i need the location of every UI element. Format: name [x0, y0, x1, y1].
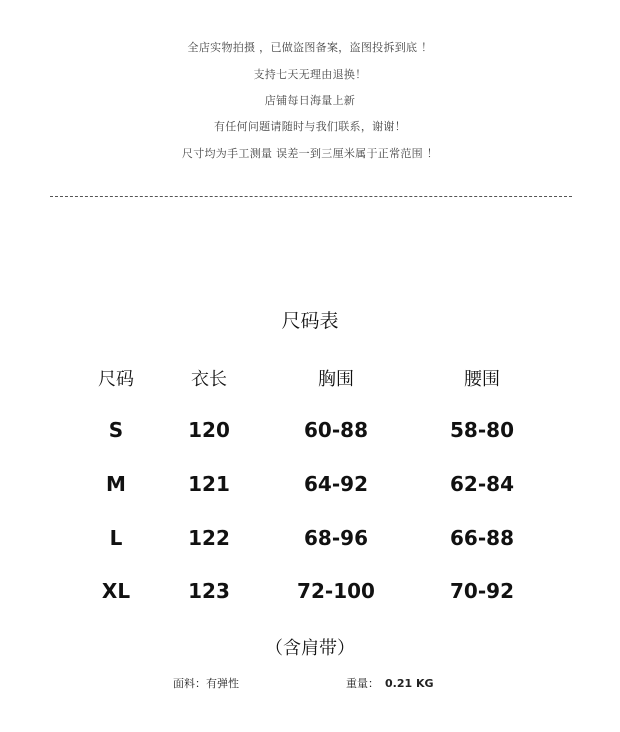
header-bust: 胸围	[318, 369, 354, 390]
cell-length: 121	[188, 472, 230, 496]
header-size: 尺码	[98, 369, 134, 390]
cell-waist: 58-80	[450, 418, 514, 442]
cell-size: S	[108, 418, 124, 442]
notice-line: 全店实物拍摄 ，已做盗图备案，盗图投拆到底 ！	[187, 41, 433, 54]
cell-bust: 64-92	[304, 472, 368, 496]
weight-value: 0.21 KG	[385, 677, 434, 690]
cell-length: 122	[188, 526, 230, 550]
notice-line: 支持七天无理由退换！	[253, 68, 367, 81]
weight-label: 重量：	[346, 677, 379, 690]
cell-length: 120	[188, 418, 230, 442]
cell-bust: 68-96	[304, 526, 368, 550]
cell-bust: 60-88	[304, 418, 368, 442]
cell-waist: 62-84	[450, 472, 514, 496]
shoulder-strap-note: （含肩带）	[265, 638, 355, 659]
fabric-info: 面料：有弹性	[173, 677, 239, 690]
header-waist: 腰围	[464, 369, 500, 390]
size-table-title: 尺码表	[281, 310, 339, 332]
cell-waist: 66-88	[450, 526, 514, 550]
cell-size: M	[106, 472, 126, 496]
cell-size: L	[109, 526, 123, 550]
header-length: 衣长	[191, 369, 227, 390]
weight-info	[346, 675, 434, 691]
cell-length: 123	[188, 579, 230, 603]
cell-waist: 70-92	[450, 579, 514, 603]
dashed-divider	[50, 196, 572, 197]
notice-line: 尺寸均为手工测量 误差一到三厘米属于正常范围 ！	[181, 147, 439, 160]
notice-line: 有任何问题请随时与我们联系，谢谢！	[213, 120, 407, 133]
cell-bust: 72-100	[297, 579, 375, 603]
cell-size: XL	[101, 579, 131, 603]
notice-line: 店铺每日海量上新	[264, 94, 356, 107]
